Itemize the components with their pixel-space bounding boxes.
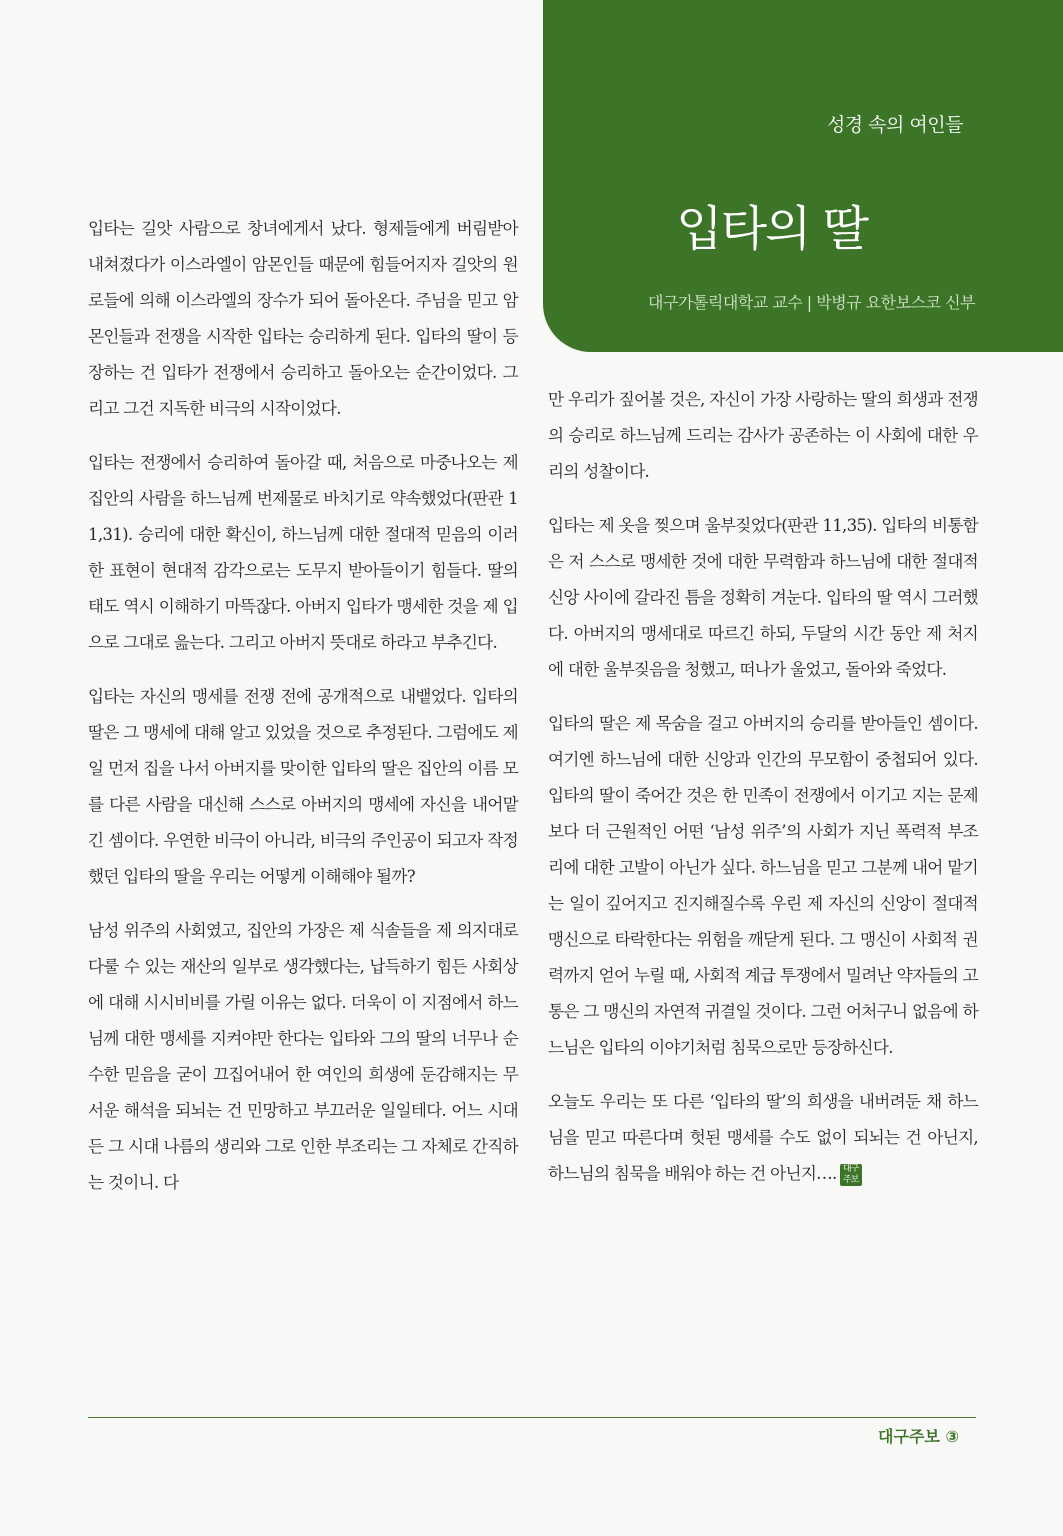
end-mark-logo: 대구 주보 bbox=[840, 1164, 862, 1186]
header-banner bbox=[543, 0, 1063, 352]
footer-divider bbox=[88, 1417, 976, 1418]
page-title: 입타의 딸 bbox=[676, 201, 867, 257]
paragraph: 입타의 딸은 제 목숨을 걸고 아버지의 승리를 받아들인 셈이다. 여기엔 하느님에 대한 신앙과 인간의 무모함이 중첩되어 있다. 입타의 딸이 죽어간 것은 한 민족이 전쟁에서 이기고 지는 문제보다 더 근원적인 어떤 ‘남성 위주’의 사회가 지닌 폭력적 부조리에 대한 고발이 아닌가 싶다. 하느님을 믿고 그분께 내어 맡기는 일이 깊어지고 진지해질수록 우린 제 자신의 신앙이 절대적 맹신으로 타락한다는 위험을 깨닫게 된다. 그 맹신이 사회적 권력까지 얻어 누릴 때, 사회적 계급 투쟁에서 밀려난 약자들의 고통은 그 맹신의 자연적 귀결일 것이다. 그런 어처구니 없음에 하느님은 입타의 이야기처럼 침묵으로만 등장하신다. bbox=[548, 714, 978, 1057]
paragraph: 남성 위주의 사회였고, 집안의 가장은 제 식솔들을 제 의지대로 다룰 수 있는 재산의 일부로 생각했다는, 납득하기 힘든 사회상에 대해 시시비비를 가릴 이유는 없다. 더욱이 이 지점에서 하느님께 대한 맹세를 지켜야만 한다는 입타와 그의 딸의 너무나 순수한 믿음을 굳이 끄집어내어 한 여인의 희생에 둔감해지는 무서운 해석을 되뇌는 건 민망하고 부끄러운 일일테다. 어느 시대든 그 시대 나름의 생리와 그로 인한 부조리는 그 자체로 간직하는 것이니. 다 bbox=[88, 921, 518, 1192]
paragraph: 입타는 자신의 맹세를 전쟁 전에 공개적으로 내뱉었다. 입타의 딸은 그 맹세에 대해 알고 있었을 것으로 추정된다. 그럼에도 제일 먼저 집을 나서 아버지를 맞이한 입타의 딸은 집안의 이름 모를 다른 사람을 대신해 스스로 아버지의 맹세에 자신을 내어맡긴 셈이다. 우연한 비극이 아니라, 비극의 주인공이 되고자 작정했던 입타의 딸을 우리는 어떻게 이해해야 될까? bbox=[88, 687, 518, 886]
paragraph: 입타는 전쟁에서 승리하여 돌아갈 때, 처음으로 마중나오는 제 집안의 사람을 하느님께 번제물로 바치기로 약속했었다(판관 11,31). 승리에 대한 확신이, 하느님께 대한 절대적 믿음의 이러한 표현이 현대적 감각으로는 도무지 받아들이기 힘들다. 딸의 태도 역시 이해하기 마뜩잖다. 아버지 입타가 맹세한 것을 제 입으로 그대로 읊는다. 그리고 아버지 뜻대로 하라고 부추긴다. bbox=[88, 453, 518, 652]
footer-page-label: 대구주보 ③ bbox=[878, 1427, 959, 1446]
paragraph: 입타는 제 옷을 찢으며 울부짖었다(판관 11,35). 입타의 비통함은 저 스스로 맹세한 것에 대한 무력함과 하느님에 대한 절대적 신앙 사이에 갈라진 틈을 정확히 겨눈다. 입타의 딸 역시 그러했다. 아버지의 맹세대로 따르긴 하되, 두달의 시간 동안 제 처지에 대한 울부짖음을 청했고, 떠나가 울었고, 돌아와 죽었다. bbox=[548, 516, 978, 679]
paragraph: 입타는 길앗 사람으로 창녀에게서 났다. 형제들에게 버림받아 내쳐졌다가 이스라엘이 암몬인들 때문에 힘들어지자 길앗의 원로들에 의해 이스라엘의 장수가 되어 돌아온다. 주님을 믿고 암몬인들과 전쟁을 시작한 입타는 승리하게 된다. 입타의 딸이 등장하는 건 입타가 전쟁에서 승리하고 돌아오는 순간이었다. 그리고 그건 지독한 비극의 시작이었다. bbox=[88, 219, 518, 418]
left-column bbox=[88, 211, 518, 1219]
series-title: 성경 속의 여인들 bbox=[826, 114, 963, 136]
paragraph-last bbox=[548, 1084, 978, 1192]
right-column bbox=[548, 382, 978, 1210]
paragraph: 만 우리가 짚어볼 것은, 자신이 가장 사랑하는 딸의 희생과 전쟁의 승리로 하느님께 드리는 감사가 공존하는 이 사회에 대한 우리의 성찰이다. bbox=[548, 390, 978, 481]
author-byline: 대구가톨릭대학교 교수 | 박병규 요한보스코 신부 bbox=[648, 293, 975, 312]
paragraph-text: 오늘도 우리는 또 다른 ‘입타의 딸’의 희생을 내버려둔 채 하느님을 믿고 따른다며 헛된 맹세를 수도 없이 되뇌는 건 아닌지, 하느님의 침묵을 배워야 하는 건 아닌지…. bbox=[548, 1092, 978, 1183]
